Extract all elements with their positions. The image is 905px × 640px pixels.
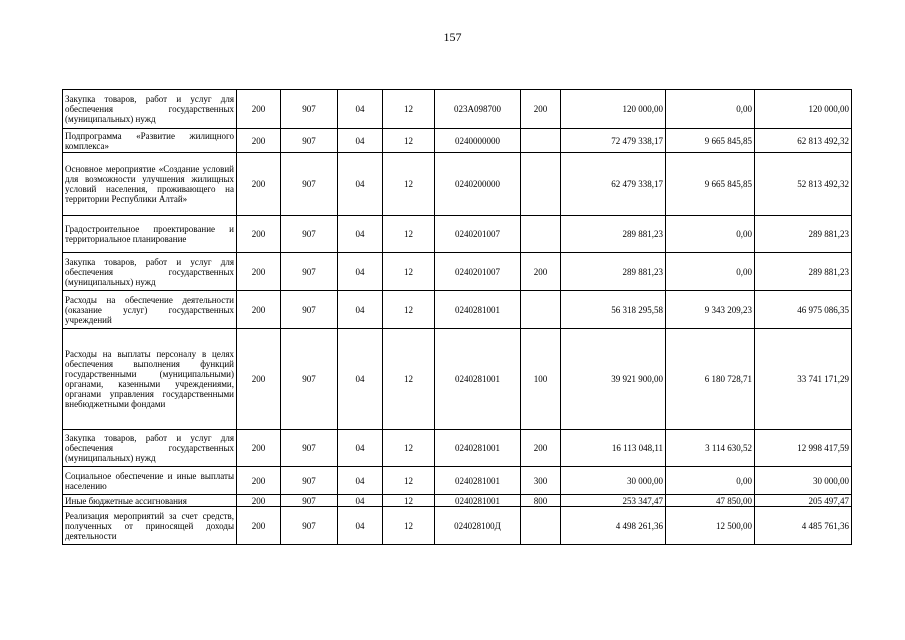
table-row [63, 216, 852, 253]
table-row [63, 495, 852, 507]
cell-b: 907 [281, 495, 338, 507]
row-name: Расходы на обеспечение деятельности (оказание услуг) государственных учреждений [63, 291, 237, 329]
cell-c: 04 [338, 507, 383, 545]
row-name: Основное мероприятие «Создание условий для возможности улучшения жилищных условий населения, проживающего на территории Республики Алтай» [63, 153, 237, 216]
cell-sum3: 205 497,47 [755, 495, 852, 507]
cell-c: 04 [338, 467, 383, 495]
cell-code: 0240281001 [435, 329, 521, 430]
table-row [63, 507, 852, 545]
cell-b: 907 [281, 129, 338, 153]
cell-a: 200 [237, 430, 281, 467]
row-name: Закупка товаров, работ и услуг для обеспечения государственных (муниципальных) нужд [63, 430, 237, 467]
cell-d: 12 [383, 507, 435, 545]
cell-sum3: 120 000,00 [755, 90, 852, 129]
row-name: Градостроительное проектирование и территориальное планирование [63, 216, 237, 253]
row-name: Социальное обеспечение и иные выплаты населению [63, 467, 237, 495]
cell-b: 907 [281, 153, 338, 216]
row-name: Расходы на выплаты персоналу в целях обеспечения выполнения функций государственными (муниципальными) органами, казенными учреждениями, органами управления государственными внебюджетными фондами [63, 329, 237, 430]
budget-table [62, 89, 852, 545]
cell-d: 12 [383, 329, 435, 430]
cell-code: 0240281001 [435, 495, 521, 507]
table-row [63, 329, 852, 430]
cell-a: 200 [237, 507, 281, 545]
cell-code: 0240281001 [435, 467, 521, 495]
cell-c: 04 [338, 216, 383, 253]
cell-sum2: 3 114 630,52 [666, 430, 755, 467]
cell-sum2: 9 665 845,85 [666, 153, 755, 216]
cell-c: 04 [338, 129, 383, 153]
cell-code: 024028100Д [435, 507, 521, 545]
cell-sum3: 46 975 086,35 [755, 291, 852, 329]
table-row [63, 153, 852, 216]
cell-c: 04 [338, 430, 383, 467]
cell-d: 12 [383, 129, 435, 153]
cell-sum2: 9 343 209,23 [666, 291, 755, 329]
cell-code: 0240281001 [435, 291, 521, 329]
cell-b: 907 [281, 253, 338, 291]
cell-sum1: 16 113 048,11 [561, 430, 666, 467]
cell-d: 12 [383, 216, 435, 253]
cell-type [521, 291, 561, 329]
cell-sum1: 72 479 338,17 [561, 129, 666, 153]
cell-sum2: 0,00 [666, 90, 755, 129]
row-name: Реализация мероприятий за счет средств, полученных от приносящей доходы деятельности [63, 507, 237, 545]
cell-d: 12 [383, 291, 435, 329]
cell-sum1: 289 881,23 [561, 216, 666, 253]
cell-sum1: 120 000,00 [561, 90, 666, 129]
cell-type: 200 [521, 253, 561, 291]
cell-code: 023А098700 [435, 90, 521, 129]
table-row [63, 253, 852, 291]
cell-a: 200 [237, 129, 281, 153]
cell-sum2: 0,00 [666, 253, 755, 291]
cell-a: 200 [237, 291, 281, 329]
cell-sum3: 289 881,23 [755, 253, 852, 291]
cell-a: 200 [237, 153, 281, 216]
cell-b: 907 [281, 507, 338, 545]
cell-b: 907 [281, 329, 338, 430]
cell-sum2: 12 500,00 [666, 507, 755, 545]
cell-d: 12 [383, 467, 435, 495]
cell-sum2: 0,00 [666, 216, 755, 253]
cell-type: 800 [521, 495, 561, 507]
cell-sum3: 52 813 492,32 [755, 153, 852, 216]
cell-c: 04 [338, 253, 383, 291]
cell-d: 12 [383, 153, 435, 216]
cell-a: 200 [237, 495, 281, 507]
cell-sum1: 4 498 261,36 [561, 507, 666, 545]
row-name: Закупка товаров, работ и услуг для обеспечения государственных (муниципальных) нужд [63, 253, 237, 291]
cell-sum2: 0,00 [666, 467, 755, 495]
cell-sum3: 30 000,00 [755, 467, 852, 495]
cell-sum1: 39 921 900,00 [561, 329, 666, 430]
table-row [63, 90, 852, 129]
cell-sum3: 12 998 417,59 [755, 430, 852, 467]
cell-a: 200 [237, 467, 281, 495]
cell-type [521, 129, 561, 153]
table-row [63, 467, 852, 495]
table-row [63, 291, 852, 329]
cell-sum1: 62 479 338,17 [561, 153, 666, 216]
cell-type [521, 507, 561, 545]
row-name: Подпрограмма «Развитие жилищного комплекса» [63, 129, 237, 153]
cell-b: 907 [281, 216, 338, 253]
cell-sum1: 30 000,00 [561, 467, 666, 495]
cell-code: 0240281001 [435, 430, 521, 467]
cell-c: 04 [338, 329, 383, 430]
cell-b: 907 [281, 291, 338, 329]
cell-d: 12 [383, 90, 435, 129]
cell-sum3: 33 741 171,29 [755, 329, 852, 430]
cell-d: 12 [383, 253, 435, 291]
cell-b: 907 [281, 90, 338, 129]
cell-a: 200 [237, 329, 281, 430]
cell-d: 12 [383, 430, 435, 467]
cell-c: 04 [338, 153, 383, 216]
page-number: 157 [443, 30, 462, 44]
cell-type: 200 [521, 90, 561, 129]
cell-c: 04 [338, 495, 383, 507]
cell-c: 04 [338, 291, 383, 329]
cell-code: 0240201007 [435, 253, 521, 291]
table-row [63, 129, 852, 153]
table-row [63, 430, 852, 467]
cell-c: 04 [338, 90, 383, 129]
cell-code: 0240201007 [435, 216, 521, 253]
cell-sum1: 289 881,23 [561, 253, 666, 291]
cell-sum1: 56 318 295,58 [561, 291, 666, 329]
cell-sum3: 4 485 761,36 [755, 507, 852, 545]
cell-type [521, 216, 561, 253]
cell-a: 200 [237, 90, 281, 129]
cell-code: 0240200000 [435, 153, 521, 216]
cell-sum2: 47 850,00 [666, 495, 755, 507]
cell-sum3: 289 881,23 [755, 216, 852, 253]
cell-a: 200 [237, 253, 281, 291]
cell-sum2: 6 180 728,71 [666, 329, 755, 430]
row-name: Иные бюджетные ассигнования [63, 495, 237, 507]
cell-type [521, 153, 561, 216]
cell-b: 907 [281, 467, 338, 495]
cell-type: 100 [521, 329, 561, 430]
cell-b: 907 [281, 430, 338, 467]
cell-sum3: 62 813 492,32 [755, 129, 852, 153]
cell-sum2: 9 665 845,85 [666, 129, 755, 153]
cell-type: 200 [521, 430, 561, 467]
cell-sum1: 253 347,47 [561, 495, 666, 507]
cell-d: 12 [383, 495, 435, 507]
cell-a: 200 [237, 216, 281, 253]
cell-code: 0240000000 [435, 129, 521, 153]
cell-type: 300 [521, 467, 561, 495]
row-name: Закупка товаров, работ и услуг для обеспечения государственных (муниципальных) нужд [63, 90, 237, 129]
